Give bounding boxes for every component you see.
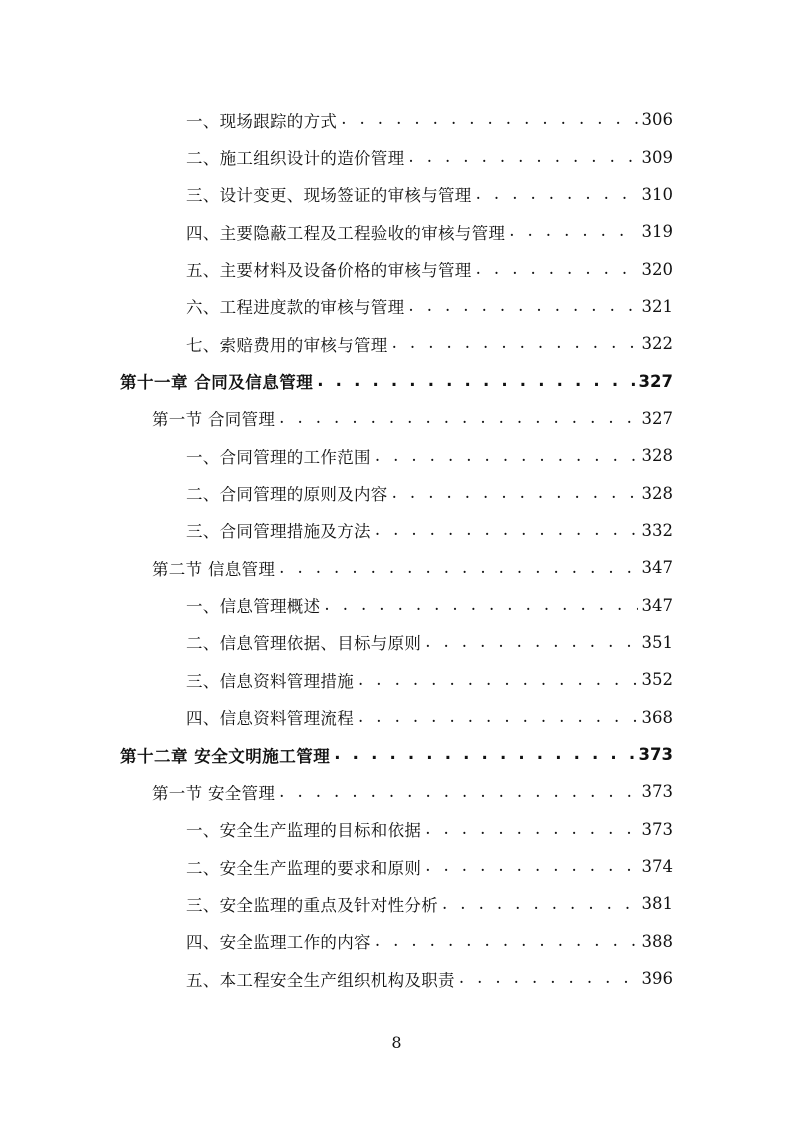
toc-dot-leader — [279, 410, 637, 427]
toc-entry-title: 一、现场跟踪的方式 — [186, 111, 338, 131]
toc-entry-item[interactable] — [0, 474, 793, 511]
toc-entry-title: 一、合同管理的工作范围 — [186, 447, 371, 467]
toc-entry-item[interactable] — [0, 101, 793, 138]
toc-entry-item[interactable] — [0, 288, 793, 325]
toc-dot-leader — [358, 672, 638, 689]
toc-entry-page-number: 396 — [641, 969, 673, 989]
toc-entry-title: 七、索赔费用的审核与管理 — [186, 335, 388, 355]
toc-dot-leader — [459, 970, 638, 987]
toc-dot-leader — [279, 784, 637, 801]
toc-dot-leader — [442, 896, 638, 913]
toc-entry-item[interactable] — [0, 885, 793, 922]
toc-entry-section[interactable] — [0, 400, 793, 437]
toc-entry-title: 二、施工组织设计的造价管理 — [186, 149, 405, 169]
toc-entry-title: 二、安全生产监理的要求和原则 — [186, 858, 422, 878]
toc-entry-page-number: 321 — [641, 296, 673, 316]
toc-entry-title: 二、信息管理依据、目标与原则 — [186, 634, 422, 654]
toc-entry-item[interactable] — [0, 176, 793, 213]
toc-entry-page-number: 374 — [641, 857, 673, 877]
toc-entry-item[interactable] — [0, 437, 793, 474]
toc-entry-chapter[interactable] — [0, 736, 793, 773]
toc-entry-title: 一、信息管理概述 — [186, 597, 321, 617]
toc-dot-leader — [358, 709, 638, 726]
toc-dot-leader — [392, 485, 638, 502]
toc-entry-page-number: 327 — [641, 408, 673, 428]
toc-entry-item[interactable] — [0, 661, 793, 698]
toc-entry-page-number: 347 — [641, 558, 673, 578]
toc-entry-item[interactable] — [0, 250, 793, 287]
toc-entry-page-number: 352 — [641, 670, 673, 690]
toc-entry-title: 二、合同管理的原则及内容 — [186, 485, 388, 505]
toc-entry-title: 三、信息资料管理措施 — [186, 671, 354, 691]
toc-entry-title: 第二节 信息管理 — [152, 559, 276, 579]
toc-entry-chapter[interactable] — [0, 362, 793, 399]
toc-dot-leader — [476, 261, 638, 278]
toc-entry-title: 三、安全监理的重点及针对性分析 — [186, 895, 438, 915]
toc-dot-leader — [375, 448, 638, 465]
toc-entry-title: 三、合同管理措施及方法 — [186, 522, 371, 542]
toc-dot-leader — [317, 373, 634, 390]
toc-entry-item[interactable] — [0, 138, 793, 175]
toc-entry-item[interactable] — [0, 213, 793, 250]
toc-entry-title: 四、安全监理工作的内容 — [186, 933, 371, 953]
toc-dot-leader — [324, 597, 637, 614]
toc-entry-item[interactable] — [0, 586, 793, 623]
toc-entry-page-number: 373 — [641, 819, 673, 839]
toc-entry-title: 第十二章 安全文明施工管理 — [120, 746, 331, 766]
toc-dot-leader — [425, 821, 637, 838]
toc-entry-title: 四、主要隐蔽工程及工程验收的审核与管理 — [186, 223, 506, 243]
toc-entry-page-number: 322 — [641, 334, 673, 354]
toc-dot-leader — [408, 298, 637, 315]
toc-entry-item[interactable] — [0, 923, 793, 960]
toc-dot-leader — [341, 111, 637, 128]
toc-entry-title: 第一节 安全管理 — [152, 783, 276, 803]
toc-entry-section[interactable] — [0, 549, 793, 586]
toc-entry-item[interactable] — [0, 848, 793, 885]
toc-entry-title: 第十一章 合同及信息管理 — [120, 373, 314, 393]
toc-entry-page-number: 332 — [641, 520, 673, 540]
toc-entry-title: 三、设计变更、现场签证的审核与管理 — [186, 186, 472, 206]
toc-entry-title: 第一节 合同管理 — [152, 410, 276, 430]
toc-dot-leader — [375, 933, 638, 950]
toc-entry-item[interactable] — [0, 325, 793, 362]
toc-dot-leader — [476, 186, 638, 203]
toc-entry-page-number: 320 — [641, 259, 673, 279]
toc-entry-item[interactable] — [0, 960, 793, 997]
toc-entry-page-number: 306 — [641, 110, 673, 130]
toc-dot-leader — [408, 149, 637, 166]
toc-entry-page-number: 310 — [641, 184, 673, 204]
toc-entry-page-number: 381 — [641, 894, 673, 914]
toc-dot-leader — [334, 746, 634, 763]
toc-entry-title: 一、安全生产监理的目标和依据 — [186, 821, 422, 841]
toc-dot-leader — [279, 560, 637, 577]
toc-entry-title: 五、主要材料及设备价格的审核与管理 — [186, 261, 472, 281]
toc-entry-page-number: 373 — [641, 782, 673, 802]
toc-entry-item[interactable] — [0, 699, 793, 736]
toc-dot-leader — [425, 634, 637, 651]
toc-entry-item[interactable] — [0, 811, 793, 848]
toc-entry-page-number: 328 — [641, 446, 673, 466]
toc-entry-title: 六、工程进度款的审核与管理 — [186, 298, 405, 318]
toc-entry-page-number: 388 — [641, 931, 673, 951]
page-number: 8 — [391, 1033, 402, 1052]
toc-dot-leader — [392, 335, 638, 352]
toc-entry-page-number: 368 — [641, 707, 673, 727]
toc-entry-page-number: 347 — [641, 595, 673, 615]
toc-dot-leader — [425, 858, 637, 875]
toc-entry-page-number: 328 — [641, 483, 673, 503]
toc-dot-leader — [375, 522, 638, 539]
table-of-contents — [0, 101, 793, 997]
toc-entry-title: 五、本工程安全生产组织机构及职责 — [186, 970, 455, 990]
toc-entry-title: 四、信息资料管理流程 — [186, 709, 354, 729]
toc-entry-page-number: 309 — [641, 147, 673, 167]
toc-entry-item[interactable] — [0, 624, 793, 661]
toc-entry-item[interactable] — [0, 512, 793, 549]
toc-entry-page-number: 373 — [638, 745, 673, 765]
toc-entry-page-number: 351 — [641, 632, 673, 652]
toc-dot-leader — [509, 223, 637, 240]
toc-entry-page-number: 327 — [638, 371, 673, 391]
toc-entry-section[interactable] — [0, 773, 793, 810]
toc-entry-page-number: 319 — [641, 222, 673, 242]
